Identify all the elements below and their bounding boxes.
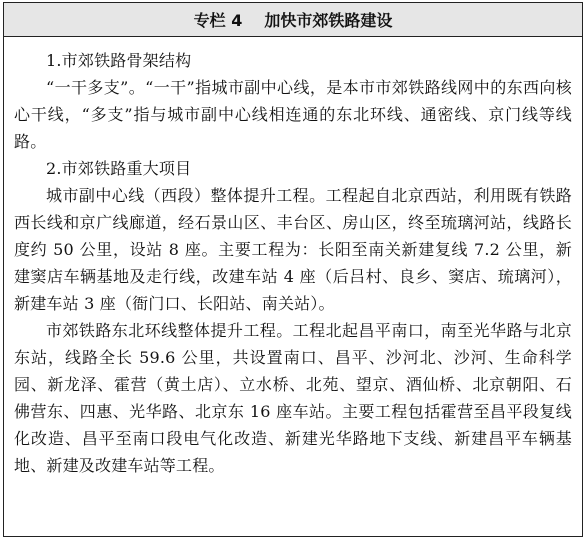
box-label: 专栏 4 xyxy=(193,11,243,30)
section-1-paragraph-1: “一干多支”。“一干”指城市副中心线，是本市市郊铁路线网中的东西向核心干线，“多支”指与城市副中心线相连通的东北环线、通密线、京门线等线路。 xyxy=(14,78,572,151)
box-title: 加快市郊铁路建设 xyxy=(264,11,393,30)
section-heading-2: 2.市郊铁路重大项目 xyxy=(46,159,192,178)
section-2-paragraph-2: 市郊铁路东北环线整体提升工程。工程北起昌平南口，南至光华路与北京东站，线路全长 59.6 公里，共设置南口、昌平、沙河北、沙河、生命科学园、新龙泽、霍营（黄土店）、立水桥、北苑、望京、酒仙桥、北京朝阳、石佛营东、四惠、光华路、北京东 16 座车站。主要工程包括霍营至昌平段复线化改造、昌平至南口段电气化改造、新建光华路地下支线、新建昌平车辆基地、新建及改建车站等工程。 xyxy=(14,321,572,475)
box-content xyxy=(4,37,582,479)
section-heading-1: 1.市郊铁路骨架结构 xyxy=(46,51,192,70)
sidebar-box xyxy=(3,2,583,537)
box-title-bar xyxy=(4,3,582,37)
section-2-paragraph-1: 城市副中心线（西段）整体提升工程。工程起自北京西站，利用既有铁路西长线和京广线廊道，经石景山区、丰台区、房山区，终至琉璃河站，线路长度约 50 公里，设站 8 座。主要工程为：长阳至南关新建复线 7.2 公里，新建窦店车辆基地及走行线，改建车站 4 座（后吕村、良乡、窦店、琉璃河），新建车站 3 座（衙门口、长阳站、南关站）。 xyxy=(14,186,572,313)
